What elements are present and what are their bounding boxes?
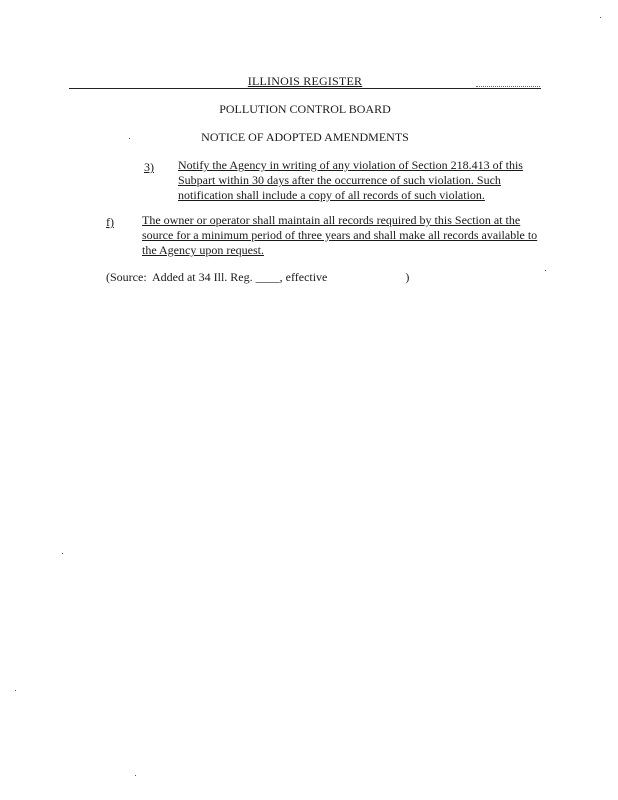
item-3-text: Notify the Agency in writing of any violation of Section 218.413 of this Subpart within 30 days after the occurrence of such violation. Such notification shall include a copy of all records of such violation.	[178, 158, 523, 202]
scan-speck	[545, 270, 546, 271]
item-f-marker: f)	[106, 215, 114, 229]
item-f-text: The owner or operator shall maintain all records required by this Section at the source for a minimum period of three years and shall make all records available to the Agency upon request.	[142, 213, 538, 257]
header-rule-dash	[476, 86, 540, 87]
scan-speck	[62, 553, 63, 554]
scan-speck	[135, 775, 136, 776]
item-3-marker: 3)	[144, 160, 154, 174]
scan-speck	[15, 690, 16, 691]
register-header-title: ILLINOIS REGISTER	[247, 74, 363, 88]
scan-speck	[600, 17, 601, 18]
notice-title: NOTICE OF ADOPTED AMENDMENTS	[201, 130, 409, 144]
scan-speck	[129, 138, 130, 139]
header-rule	[69, 88, 541, 89]
board-title: POLLUTION CONTROL BOARD	[219, 102, 391, 116]
source-note: (Source: Added at 34 Ill. Reg. ____, effective )	[106, 270, 410, 284]
